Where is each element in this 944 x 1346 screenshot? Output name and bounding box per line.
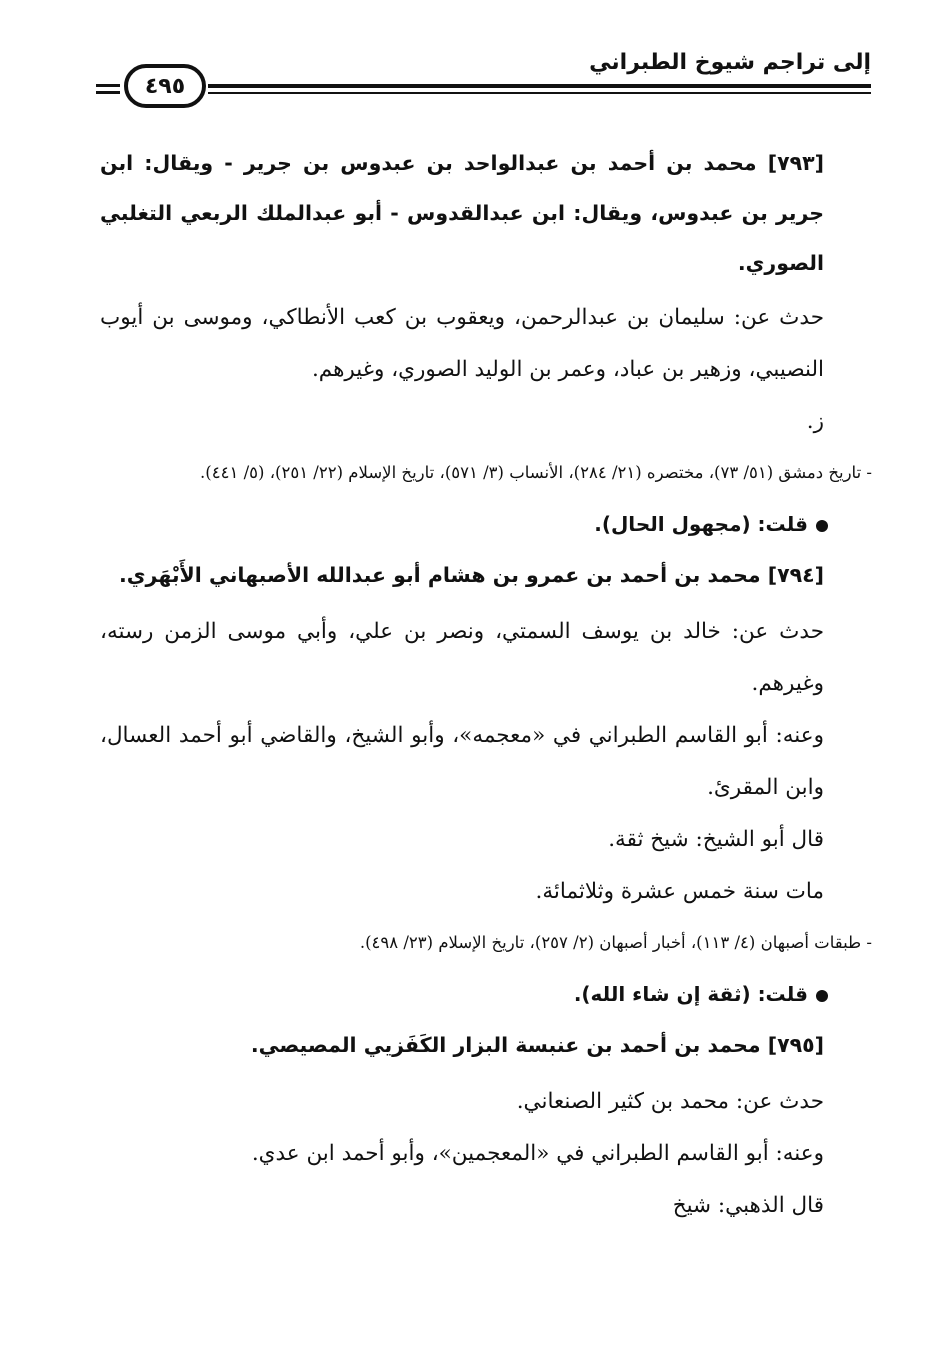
- entry-794-narrated-by: وعنه: أبو القاسم الطبراني في «معجمه»، وأبو الشيخ، والقاضي أبو أحمد العسال، وابن المقرئ.: [100, 723, 824, 800]
- header-rule-thin: [208, 92, 871, 94]
- entry-794-sources: - طبقات أصبهان (٤/ ١١٣)، أخبار أصبهان (٢/ ٢٥٧)، تاريخ الإسلام (٢٣/ ٤٩٨).: [359, 933, 872, 952]
- header-rule-thick: [208, 84, 871, 88]
- page-header: [96, 40, 871, 110]
- entry-795-quote: قال الذهبي: شيخ: [672, 1193, 824, 1218]
- bullet-icon: [816, 520, 828, 532]
- entry-794-quote: قال أبو الشيخ: شيخ ثقة.: [608, 827, 824, 852]
- entry-795-narrated-from: حدث عن: محمد بن كثير الصنعاني.: [516, 1089, 824, 1114]
- entry-heading-793: [٧٩٣] محمد بن أحمد بن عبدالواحد بن عبدوس بن جرير - ويقال: ابن جرير بن عبدوس، ويقال: ابن عبدالقدوس - أبو عبدالملك الربعي التغلبي الصوري.: [100, 151, 824, 275]
- entry-793-sources: - تاريخ دمشق (٥١/ ٧٣)، مختصره (٢١/ ٢٨٤)، الأنساب (٣/ ٥٧١)، تاريخ الإسلام (٢٢/ ٢٥١)، (٥/ ٤٤١).: [200, 463, 872, 482]
- entry-793-verdict: [100, 498, 872, 550]
- entry-795-narrated-by: وعنه: أبو القاسم الطبراني في «المعجمين»، وأبو أحمد ابن عدي.: [251, 1141, 824, 1166]
- entry-794-narrated-from: حدث عن: خالد بن يوسف السمتي، ونصر بن علي، وأبي موسى الزمن رسته، وغيرهم.: [100, 619, 824, 696]
- running-title: إلى تراجم شيوخ الطبراني: [589, 50, 871, 75]
- entry-heading-794: [٧٩٤] محمد بن أحمد بن عمرو بن هشام أبو عبدالله الأصبهاني الأَبْهَري.: [118, 563, 824, 587]
- entry-794-verdict: [100, 968, 872, 1020]
- verdict-text: قلت: (ثقة إن شاء الله).: [573, 982, 808, 1006]
- header-rule-left-lower: [96, 91, 120, 94]
- entry-793-note: ز.: [806, 409, 824, 434]
- entry-heading-795: [٧٩٥] محمد بن أحمد بن عنبسة البزار الكَفَزيي المصيصي.: [250, 1033, 824, 1057]
- page-body: [100, 138, 872, 1232]
- page-number: ٤٩٥: [124, 64, 206, 108]
- entry-794-death: مات سنة خمس عشرة وثلاثمائة.: [535, 879, 824, 904]
- entry-793-narrated-from: حدث عن: سليمان بن عبدالرحمن، ويعقوب بن كعب الأنطاكي، وموسى بن أيوب النصيبي، وزهير بن عباد، وعمر بن الوليد الصوري، وغيرهم.: [100, 305, 824, 382]
- verdict-text: قلت: (مجهول الحال).: [594, 512, 808, 536]
- header-rule-left-upper: [96, 84, 120, 87]
- bullet-icon: [816, 990, 828, 1002]
